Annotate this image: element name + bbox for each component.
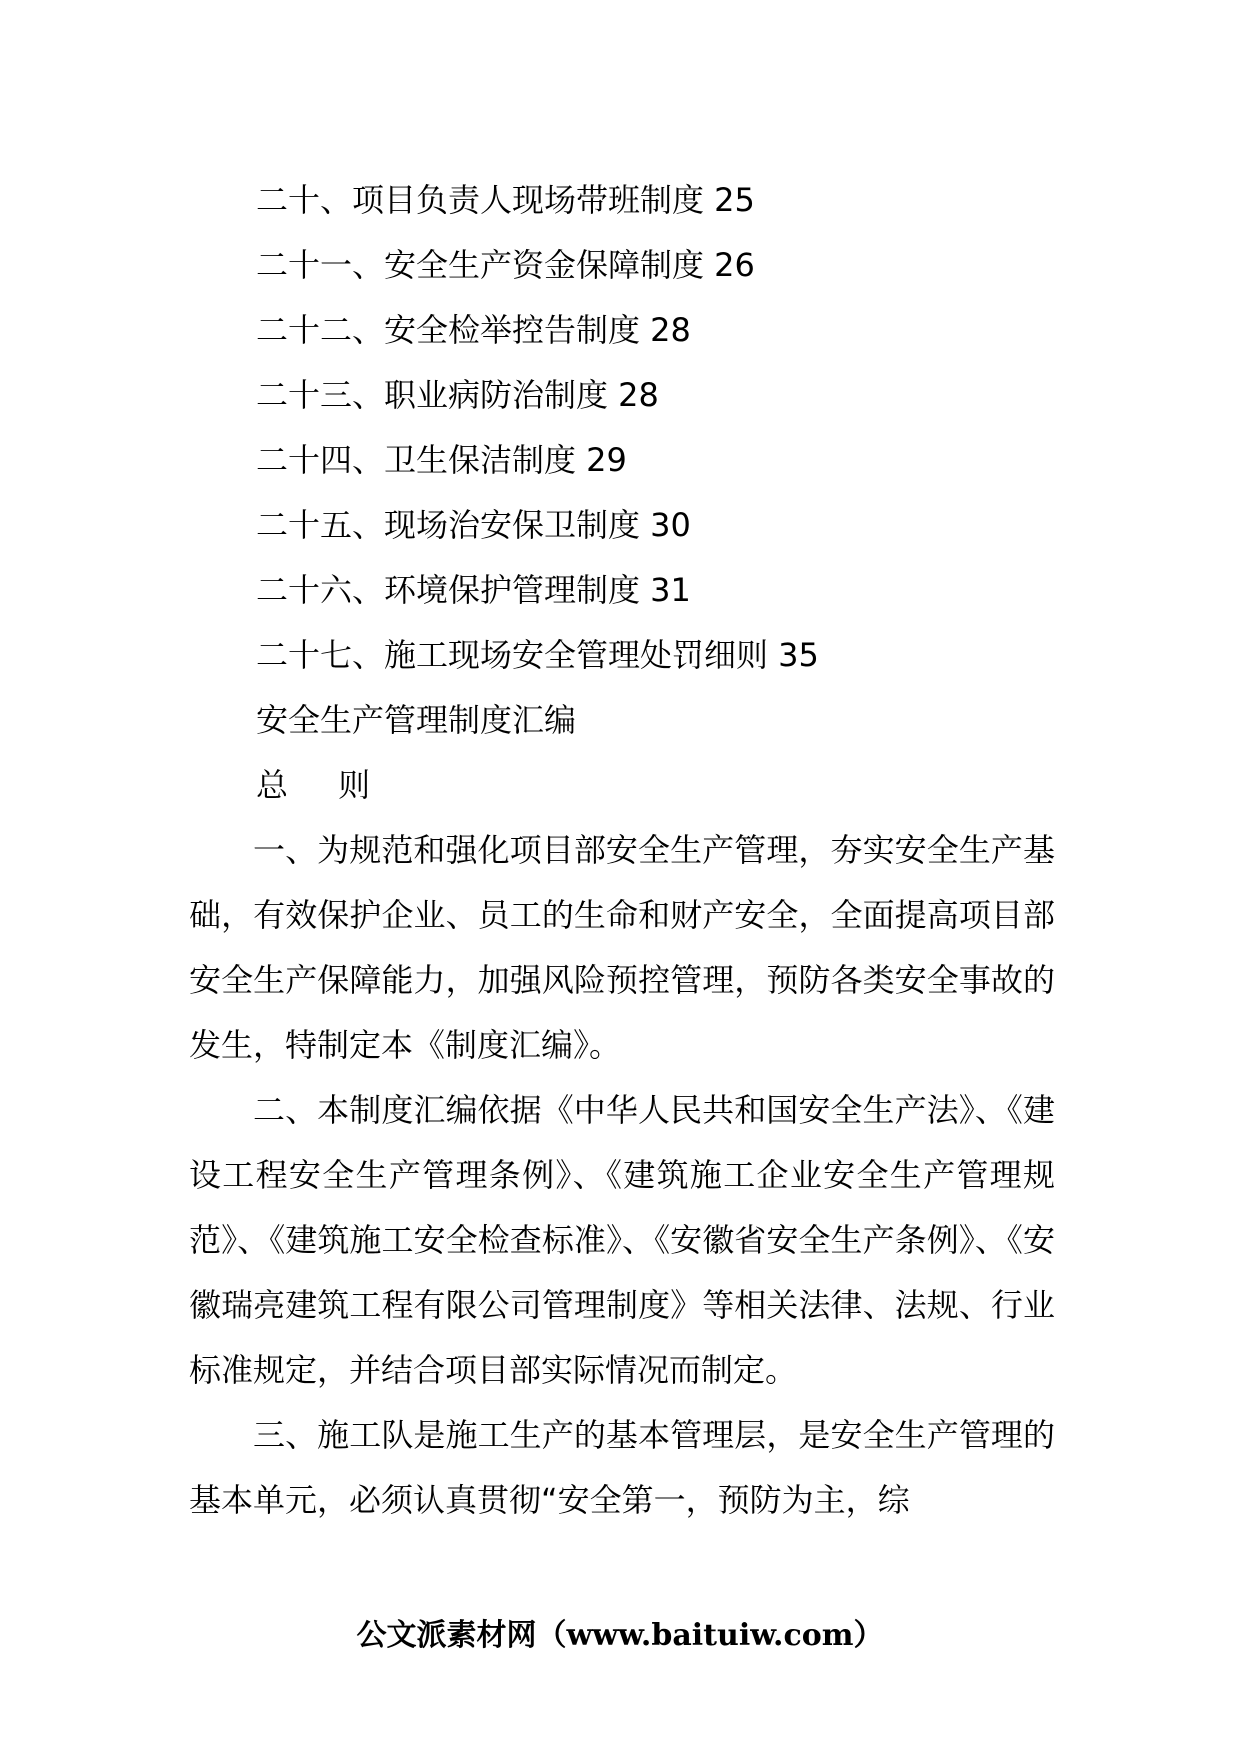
paragraph: 三、施工队是施工生产的基本管理层，是安全生产管理的基本单元，必须认真贯彻“安全第一，预防为主，综 <box>189 1416 1055 1519</box>
toc-item: 二十二、安全检举控告制度 28 <box>256 311 691 349</box>
toc-item: 二十四、卫生保洁制度 29 <box>256 441 627 479</box>
footer-watermark: 公文派素材网（www.baituiw.com） <box>356 1618 884 1653</box>
table-of-contents <box>256 168 819 688</box>
body-text <box>189 818 1055 1533</box>
toc-item: 二十六、环境保护管理制度 31 <box>256 571 691 609</box>
paragraph: 一、为规范和强化项目部安全生产管理，夯实安全生产基础，有效保护企业、员工的生命和财产安全，全面提高项目部安全生产保障能力，加强风险预控管理，预防各类安全事故的发生，特制定本《制度汇编》。 <box>189 831 1055 1064</box>
toc-item: 二十五、现场治安保卫制度 30 <box>256 506 691 544</box>
toc-item: 二十三、职业病防治制度 28 <box>256 376 659 414</box>
document-title: 安全生产管理制度汇编 <box>256 701 577 739</box>
section-title: 总 则 <box>256 766 391 804</box>
toc-item: 二十一、安全生产资金保障制度 26 <box>256 246 755 284</box>
paragraph: 二、本制度汇编依据《中华人民共和国安全生产法》、《建设工程安全生产管理条例》、《建筑施工企业安全生产管理规范》、《建筑施工安全检查标准》、《安徽省安全生产条例》、《安徽瑞亮建筑工程有限公司管理制度》等相关法律、法规、行业标准规定，并结合项目部实际情况而制定。 <box>189 1091 1055 1389</box>
toc-item: 二十、项目负责人现场带班制度 25 <box>256 181 755 219</box>
toc-item: 二十七、施工现场安全管理处罚细则 35 <box>256 636 819 674</box>
